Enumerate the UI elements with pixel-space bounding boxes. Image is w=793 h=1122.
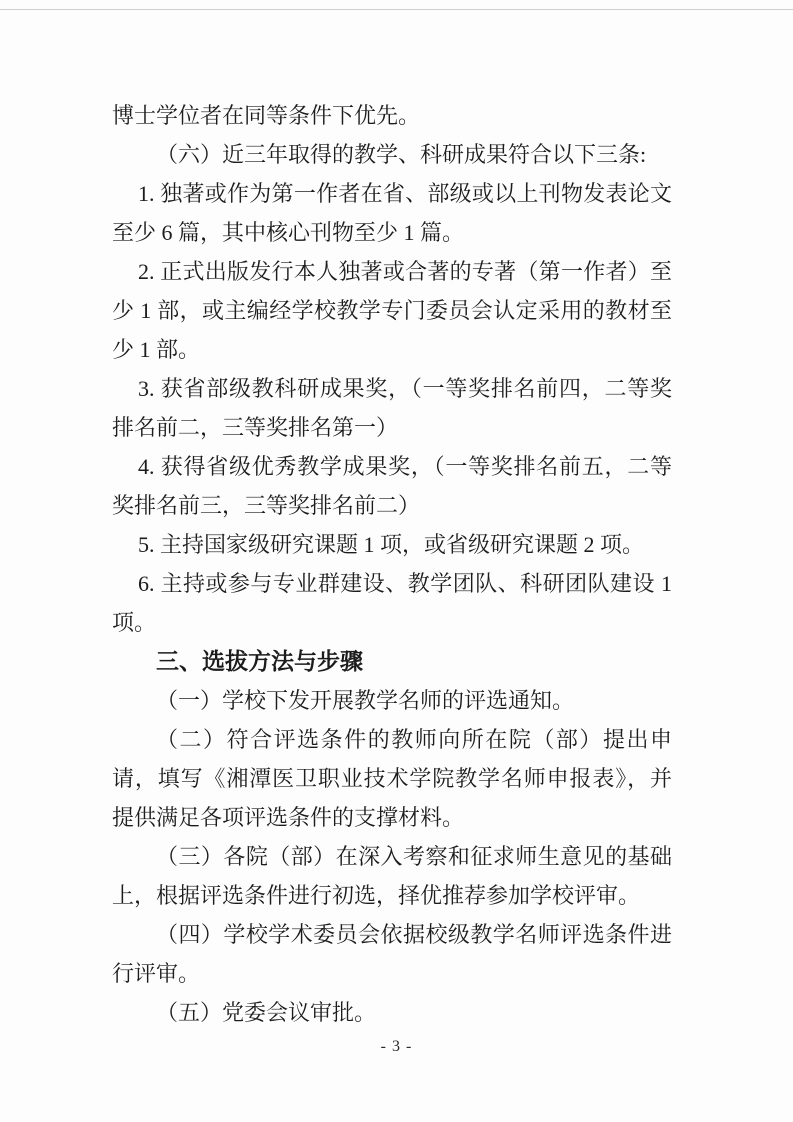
item-3: 3. 获省部级教科研成果奖，（一等奖排名前四，二等奖排名前二，三等奖排名第一）	[112, 376, 672, 440]
step-4: （四）学校学术委员会依据校级教学名师评选条件进行评审。	[112, 922, 672, 986]
item-1: 1. 独著或作为第一作者在省、部级或以上刊物发表论文至少 6 篇，其中核心刊物至少 1 篇。	[112, 181, 672, 245]
section-heading: 三、选拔方法与步骤	[156, 648, 363, 674]
step-3: （三）各院（部）在深入考察和征求师生意见的基础上，根据评选条件进行初选，择优推荐参加学校评审。	[112, 844, 672, 908]
step-1: （一）学校下发开展教学名师的评选通知。	[156, 688, 575, 713]
scan-edge-line	[0, 9, 793, 10]
para-clause-6: （六）近三年取得的教学、科研成果符合以下三条:	[156, 142, 647, 167]
step-5: （五）党委会议审批。	[156, 1000, 377, 1025]
document-body	[112, 96, 672, 1032]
item-4: 4. 获得省级优秀教学成果奖，（一等奖排名前五，二等奖排名前三，三等奖排名前二）	[112, 454, 672, 518]
para-doctorate-priority: 博士学位者在同等条件下优先。	[112, 103, 421, 128]
step-2: （二）符合评选条件的教师向所在院（部）提出申请，填写《湘潭医卫职业技术学院教学名师申报表》，并提供满足各项评选条件的支撑材料。	[112, 727, 672, 830]
item-2: 2. 正式出版发行本人独著或合著的专著（第一作者）至少 1 部，或主编经学校教学专门委员会认定采用的教材至少 1 部。	[112, 259, 672, 362]
item-6: 6. 主持或参与专业群建设、教学团队、科研团队建设 1 项。	[112, 571, 672, 635]
item-5: 5. 主持国家级研究课题 1 项，或省级研究课题 2 项。	[138, 532, 645, 557]
page-number: - 3 -	[380, 1038, 413, 1055]
